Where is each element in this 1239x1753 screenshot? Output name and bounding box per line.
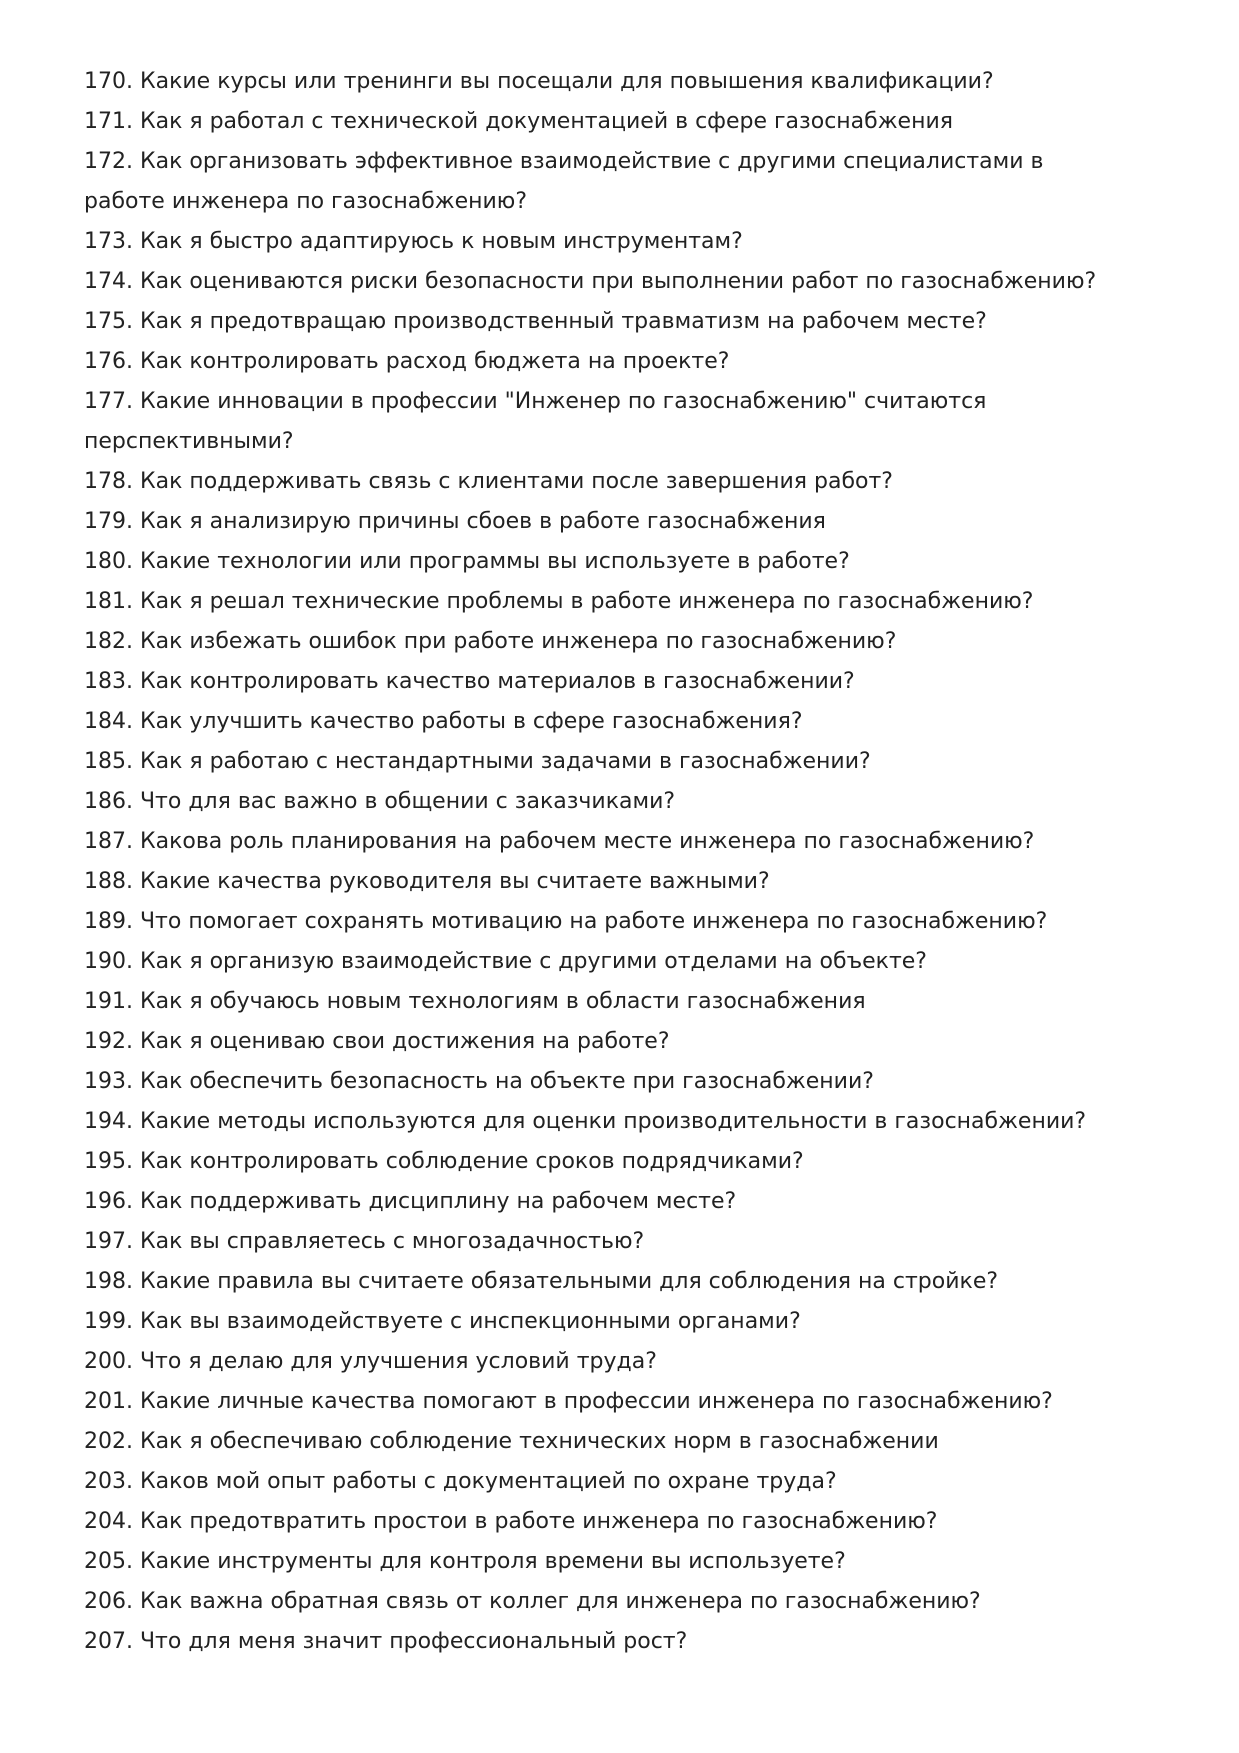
question-item: 182. Как избежать ошибок при работе инженера по газоснабжению? (84, 629, 897, 654)
question-item: 177. Какие инновации в профессии "Инженер по газоснабжению" считаются перспективными? (84, 389, 987, 454)
question-item: 172. Как организовать эффективное взаимодействие с другими специалистами в работе инженера по газоснабжению? (84, 149, 1044, 214)
question-item: 195. Как контролировать соблюдение сроков подрядчиками? (84, 1149, 804, 1174)
question-item: 178. Как поддерживать связь с клиентами после завершения работ? (84, 469, 893, 494)
question-item: 186. Что для вас важно в общении с заказчиками? (84, 789, 676, 814)
question-item: 198. Какие правила вы считаете обязательными для соблюдения на стройке? (84, 1269, 999, 1294)
question-item: 171. Как я работал с технической документацией в сфере газоснабжения (84, 109, 953, 134)
question-item: 175. Как я предотвращаю производственный травматизм на рабочем месте? (84, 309, 987, 334)
question-item: 199. Как вы взаимодействуете с инспекционными органами? (84, 1309, 801, 1334)
question-item: 205. Какие инструменты для контроля времени вы используете? (84, 1549, 846, 1574)
question-item: 201. Какие личные качества помогают в профессии инженера по газоснабжению? (84, 1389, 1053, 1414)
question-item: 191. Как я обучаюсь новым технологиям в области газоснабжения (84, 989, 866, 1014)
question-item: 181. Как я решал технические проблемы в работе инженера по газоснабжению? (84, 589, 1034, 614)
question-item: 179. Как я анализирую причины сбоев в работе газоснабжения (84, 509, 826, 534)
question-item: 176. Как контролировать расход бюджета на проекте? (84, 349, 730, 374)
question-item: 170. Какие курсы или тренинги вы посещали для повышения квалификации? (84, 69, 994, 94)
question-item: 197. Как вы справляетесь с многозадачностью? (84, 1229, 645, 1254)
question-item: 193. Как обеспечить безопасность на объекте при газоснабжении? (84, 1069, 874, 1094)
question-item: 200. Что я делаю для улучшения условий труда? (84, 1349, 657, 1374)
question-item: 185. Как я работаю с нестандартными задачами в газоснабжении? (84, 749, 871, 774)
question-item: 203. Каков мой опыт работы с документацией по охране труда? (84, 1469, 837, 1494)
question-item: 189. Что помогает сохранять мотивацию на работе инженера по газоснабжению? (84, 909, 1048, 934)
question-item: 192. Как я оцениваю свои достижения на работе? (84, 1029, 670, 1054)
question-item: 187. Какова роль планирования на рабочем месте инженера по газоснабжению? (84, 829, 1035, 854)
question-item: 196. Как поддерживать дисциплину на рабочем месте? (84, 1189, 737, 1214)
question-item: 174. Как оцениваются риски безопасности при выполнении работ по газоснабжению? (84, 269, 1097, 294)
question-item: 194. Какие методы используются для оценки производительности в газоснабжении? (84, 1109, 1087, 1134)
question-item: 202. Как я обеспечиваю соблюдение технических норм в газоснабжении (84, 1429, 939, 1454)
question-list (84, 62, 1119, 1662)
question-item: 184. Как улучшить качество работы в сфере газоснабжения? (84, 709, 803, 734)
question-item: 190. Как я организую взаимодействие с другими отделами на объекте? (84, 949, 927, 974)
question-item: 204. Как предотвратить простои в работе инженера по газоснабжению? (84, 1509, 938, 1534)
question-item: 207. Что для меня значит профессиональный рост? (84, 1629, 688, 1654)
question-item: 206. Как важна обратная связь от коллег для инженера по газоснабжению? (84, 1589, 981, 1614)
question-item: 183. Как контролировать качество материалов в газоснабжении? (84, 669, 855, 694)
question-item: 180. Какие технологии или программы вы используете в работе? (84, 549, 850, 574)
question-item: 173. Как я быстро адаптируюсь к новым инструментам? (84, 229, 743, 254)
question-item: 188. Какие качества руководителя вы считаете важными? (84, 869, 770, 894)
